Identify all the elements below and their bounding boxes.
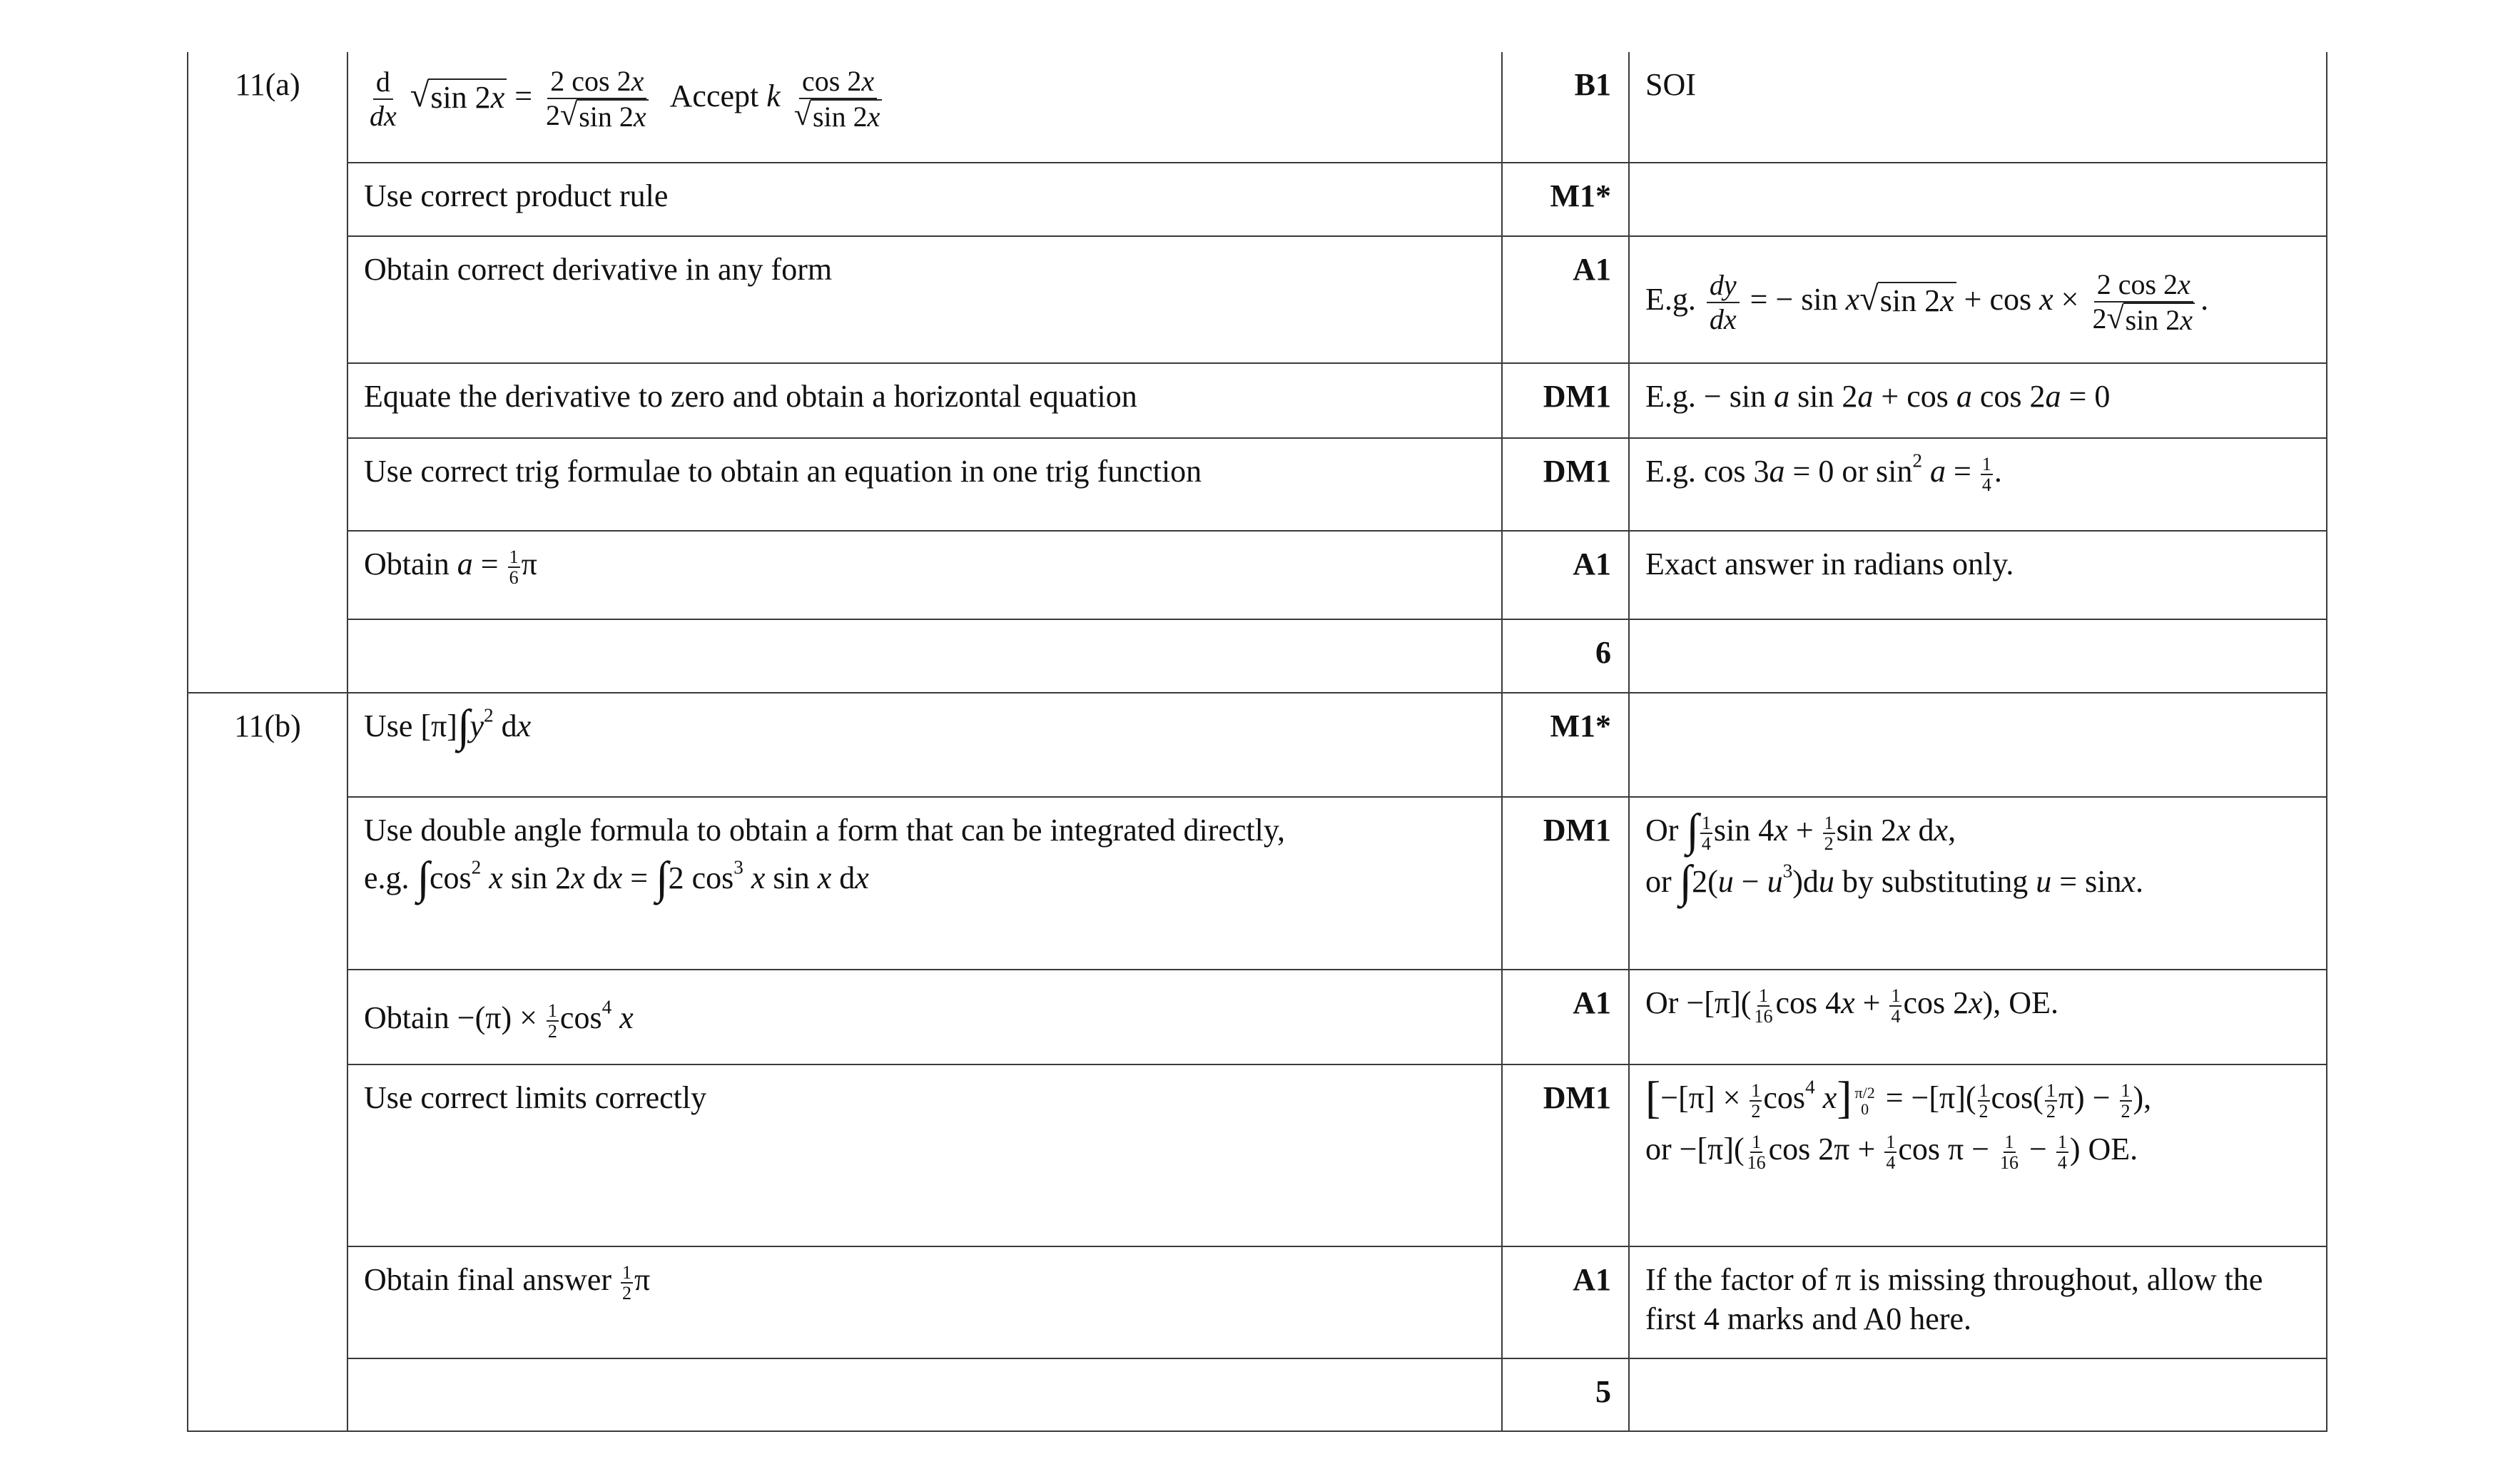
guidance-cell [1629, 1246, 2327, 1358]
total-mark-cell [1502, 1358, 1629, 1431]
guidance-math: −[π]( $\frac{1}{16}$ cos 4x + $\frac{1}{4}$ cos 2x) [1686, 985, 1994, 1027]
mark-value: B1 [1574, 67, 1611, 102]
answer-cell [347, 52, 1502, 163]
mark-cell [1502, 970, 1629, 1064]
answer-text: Use correct trig formulae to obtain an equation in one trig function [364, 454, 1202, 489]
mark-cell [1502, 52, 1629, 163]
mark-value: DM1 [1543, 813, 1611, 848]
table-row [188, 52, 2327, 163]
answer-eg: e.g. [364, 860, 410, 895]
guidance-prefix: E.g. [1645, 282, 1696, 317]
derivative-example: $\frac{dy}{dx}$ = − sin x √ sin 2x + cos x × 2 cos 2x 2 √ sin 2x . [1704, 282, 2208, 317]
table-row [188, 236, 2327, 363]
guidance-math: −[π]( $\frac{1}{16}$ cos 2π + $\frac{1}{4}$ cos π − $\frac{1}{16}$ − $\frac{1}{4}$ ) [1679, 1131, 2081, 1174]
mark-cell [1502, 1064, 1629, 1246]
guidance-cell [1629, 52, 2327, 163]
mark-cell [1502, 1246, 1629, 1358]
guidance-oe: , OE. [1993, 985, 2058, 1020]
table-row [188, 970, 2327, 1064]
guidance-text: Exact answer in radians only. [1645, 547, 2014, 581]
total-mark-value: 5 [1595, 1374, 1611, 1409]
table-row [188, 797, 2327, 970]
mark-value: DM1 [1543, 454, 1611, 489]
accept-label: Accept [669, 78, 759, 114]
answer-cell [347, 531, 1502, 619]
mark-cell [1502, 797, 1629, 970]
table-row [188, 693, 2327, 797]
answer-cell [347, 363, 1502, 438]
answer-text: Obtain final answer [364, 1262, 611, 1297]
mark-cell [1502, 363, 1629, 438]
trig-equation-example: cos 3a = 0 [1703, 454, 1834, 489]
guidance-text: If the factor of π is missing throughout, allow the first 4 marks and A0 here. [1645, 1262, 2263, 1336]
trig-equation-alt: $\sin^2 a$ = $\frac{1}{4}$ . [1876, 449, 2002, 495]
guidance-line-1: [−[π] × $\frac{1}{2}$ $\cos^4 x$] π/2 0 = −[π]( $\frac{1}{2}$ cos( $\frac{1}{2}$ π) − $\frac{1}{2}$ ), [1645, 1072, 2152, 1123]
mark-value: DM1 [1543, 379, 1611, 414]
equation-example: − sin a sin 2a + cos a cos 2a = 0 [1703, 379, 2111, 414]
answer-math: $\int\cos^2$ x sin 2x dx = ∫2 $\cos^3 x$ sin x dx [417, 852, 869, 903]
answer-text: Obtain [364, 547, 450, 581]
answer-text: Use correct product rule [364, 178, 669, 213]
guidance-line-2 [1645, 1129, 2310, 1172]
total-mark-value: 6 [1595, 635, 1611, 670]
answer-cell [347, 693, 1502, 797]
answer-cell [347, 236, 1502, 363]
answer-cell [347, 163, 1502, 236]
guidance-or: Or [1645, 985, 1679, 1020]
table-row [188, 163, 2327, 236]
table-row [188, 1358, 2327, 1431]
mark-value: A1 [1573, 1262, 1611, 1297]
mark-cell [1502, 438, 1629, 531]
guidance-prefix: E.g. [1645, 454, 1696, 489]
mark-value: A1 [1573, 547, 1611, 581]
guidance-cell [1629, 619, 2327, 693]
guidance-cell [1629, 970, 2327, 1064]
answer-cell [347, 619, 1502, 693]
answer-cell [347, 797, 1502, 970]
total-mark-cell [1502, 619, 1629, 693]
question-label: 11(b) [234, 708, 301, 743]
guidance-or: or [1645, 1132, 1672, 1167]
guidance-prefix: E.g. [1645, 379, 1696, 414]
mark-value: A1 [1573, 985, 1611, 1020]
mark-scheme-table [187, 52, 2327, 1432]
guidance-cell [1629, 531, 2327, 619]
mark-cell [1502, 531, 1629, 619]
table-row [188, 438, 2327, 531]
guidance-or: Or [1645, 813, 1679, 848]
guidance-cell [1629, 1064, 2327, 1246]
guidance-cell [1629, 163, 2327, 236]
mark-cell [1502, 236, 1629, 363]
mark-value: M1* [1550, 708, 1611, 743]
mark-cell [1502, 693, 1629, 797]
answer-cell [347, 438, 1502, 531]
answer-math: a = $\frac{1}{6}$ π [457, 546, 537, 588]
guidance-cell [1629, 797, 2327, 970]
question-label: 11(a) [235, 67, 300, 102]
answer-cell [347, 1358, 1502, 1431]
guidance-math: $\int 2(u - u^3)du$ [1679, 855, 1834, 907]
derivative-expression: $\frac{d}{dx}$ √ sin 2x = 2 cos 2x 2 √ sin 2x Accept k cos 2x √ sin 2x [364, 78, 888, 113]
guidance-oe: OE. [2088, 1132, 2138, 1167]
table-row [188, 1064, 2327, 1246]
guidance-cell [1629, 363, 2327, 438]
table-row [188, 363, 2327, 438]
guidance-math: ∫ $\frac{1}{4}$ sin 4x + $\frac{1}{2}$ sin 2x dx, [1686, 804, 1956, 855]
guidance-text: by substituting [1842, 864, 2029, 900]
mark-value: M1* [1550, 178, 1611, 213]
table-row [188, 531, 2327, 619]
answer-math: −(π) × $\frac{1}{2}$ $\cos^4 x$ [457, 996, 634, 1042]
guidance-or: or [1645, 864, 1672, 900]
mark-cell [1502, 163, 1629, 236]
answer-cell [347, 970, 1502, 1064]
answer-cell [347, 1064, 1502, 1246]
question-number-11a [188, 52, 347, 693]
answer-text: Use [364, 708, 413, 743]
answer-math: $\frac{1}{2}$ π [622, 1261, 651, 1303]
guidance-cell [1629, 236, 2327, 363]
answer-text: Use correct limits correctly [364, 1080, 707, 1115]
guidance-line-2 [1645, 855, 2310, 907]
table-row [188, 619, 2327, 693]
mark-value: DM1 [1543, 1080, 1611, 1115]
guidance-text: SOI [1645, 67, 1696, 102]
table-row [188, 1246, 2327, 1358]
answer-math: $[\pi]\int y^2$ dx [420, 700, 532, 751]
answer-text: Obtain [364, 1000, 450, 1036]
mark-value: A1 [1573, 252, 1611, 287]
answer-text: Equate the derivative to zero and obtain a horizontal equation [364, 379, 1137, 414]
guidance-or: or [1842, 454, 1869, 489]
answer-cell [347, 1246, 1502, 1358]
answer-text: Obtain correct derivative in any form [364, 252, 833, 287]
guidance-cell [1629, 438, 2327, 531]
guidance-cell [1629, 1358, 2327, 1431]
question-number-11b [188, 693, 347, 1431]
guidance-math: u = sinx. [2036, 864, 2143, 900]
answer-text: Use double angle formula to obtain a form that can be integrated directly, [364, 813, 1286, 848]
guidance-line-1 [1645, 804, 2310, 855]
guidance-cell [1629, 693, 2327, 797]
answer-example-line [364, 852, 1486, 903]
